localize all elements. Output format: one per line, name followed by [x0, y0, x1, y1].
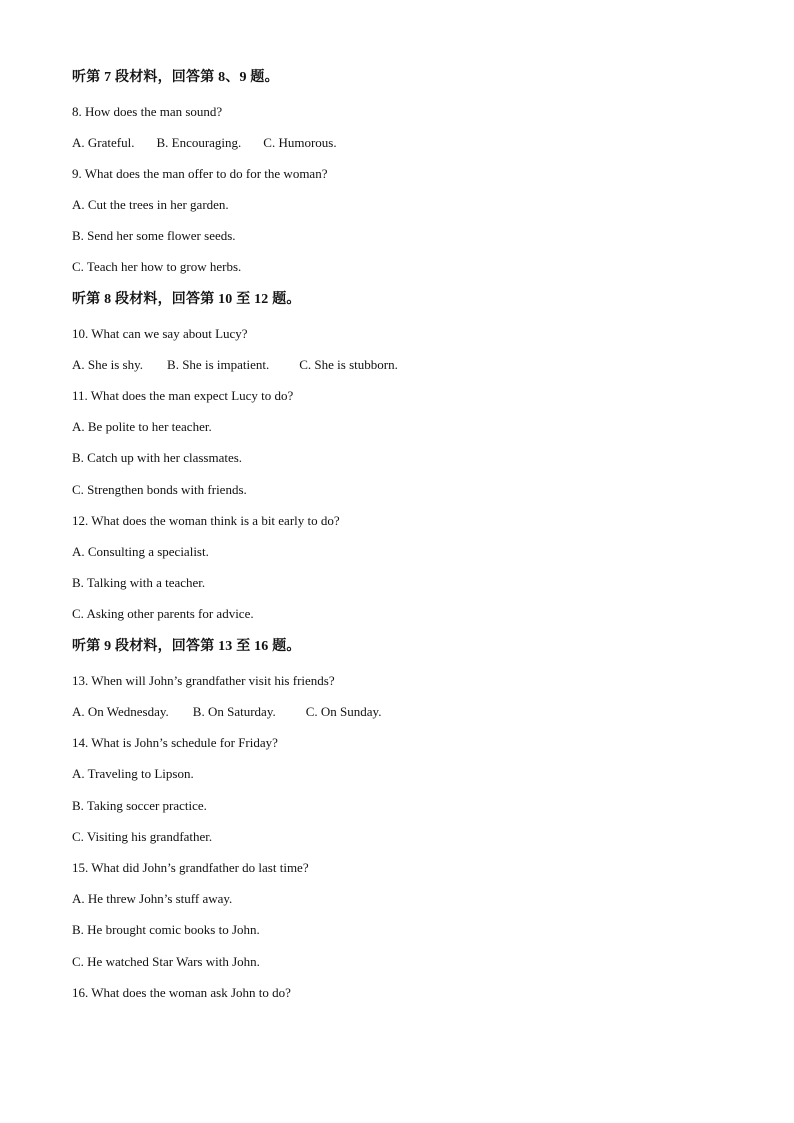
- option-13-c: C. On Sunday.: [305, 704, 382, 719]
- option-10-c: C. She is stubborn.: [299, 357, 398, 372]
- section-heading-8: 听第 8 段材料，回答第 10 至 12 题。: [72, 292, 301, 307]
- option-15-a: A. He threw John’s stuff away.: [72, 891, 233, 906]
- option-11-c: C. Strengthen bonds with friends.: [72, 482, 247, 497]
- question-13-options: [72, 703, 381, 721]
- option-13-a: A. On Wednesday.: [72, 704, 169, 719]
- option-14-b: B. Taking soccer practice.: [72, 798, 207, 813]
- option-9-c: C. Teach her how to grow herbs.: [72, 259, 242, 274]
- option-8-b: B. Encouraging.: [156, 135, 242, 150]
- option-12-c: C. Asking other parents for advice.: [72, 606, 254, 621]
- question-13: 13. When will John’s grandfather visit his friends?: [72, 673, 335, 688]
- question-8: 8. How does the man sound?: [72, 104, 223, 119]
- question-16: 16. What does the woman ask John to do?: [72, 985, 291, 1000]
- option-12-b: B. Talking with a teacher.: [72, 575, 206, 590]
- section-heading-7: 听第 7 段材料，回答第 8、9 题。: [72, 70, 279, 85]
- option-10-a: A. She is shy.: [72, 357, 144, 372]
- option-14-a: A. Traveling to Lipson.: [72, 766, 194, 781]
- option-15-c: C. He watched Star Wars with John.: [72, 954, 260, 969]
- question-15: 15. What did John’s grandfather do last time?: [72, 860, 309, 875]
- option-12-a: A. Consulting a specialist.: [72, 544, 209, 559]
- option-9-b: B. Send her some flower seeds.: [72, 228, 236, 243]
- question-9: 9. What does the man offer to do for the woman?: [72, 166, 328, 181]
- option-8-a: A. Grateful.: [72, 135, 135, 150]
- option-15-b: B. He brought comic books to John.: [72, 922, 260, 937]
- question-8-options: [72, 134, 337, 152]
- option-11-a: A. Be polite to her teacher.: [72, 419, 212, 434]
- option-10-b: B. She is impatient.: [167, 357, 270, 372]
- option-9-a: A. Cut the trees in her garden.: [72, 197, 229, 212]
- question-11: 11. What does the man expect Lucy to do?: [72, 388, 294, 403]
- question-14: 14. What is John’s schedule for Friday?: [72, 735, 278, 750]
- option-8-c: C. Humorous.: [263, 135, 337, 150]
- option-13-b: B. On Saturday.: [192, 704, 276, 719]
- option-14-c: C. Visiting his grandfather.: [72, 829, 213, 844]
- option-11-b: B. Catch up with her classmates.: [72, 450, 243, 465]
- question-10-options: [72, 356, 398, 374]
- question-10: 10. What can we say about Lucy?: [72, 326, 248, 341]
- section-heading-9: 听第 9 段材料，回答第 13 至 16 题。: [72, 639, 301, 654]
- question-12: 12. What does the woman think is a bit early to do?: [72, 513, 340, 528]
